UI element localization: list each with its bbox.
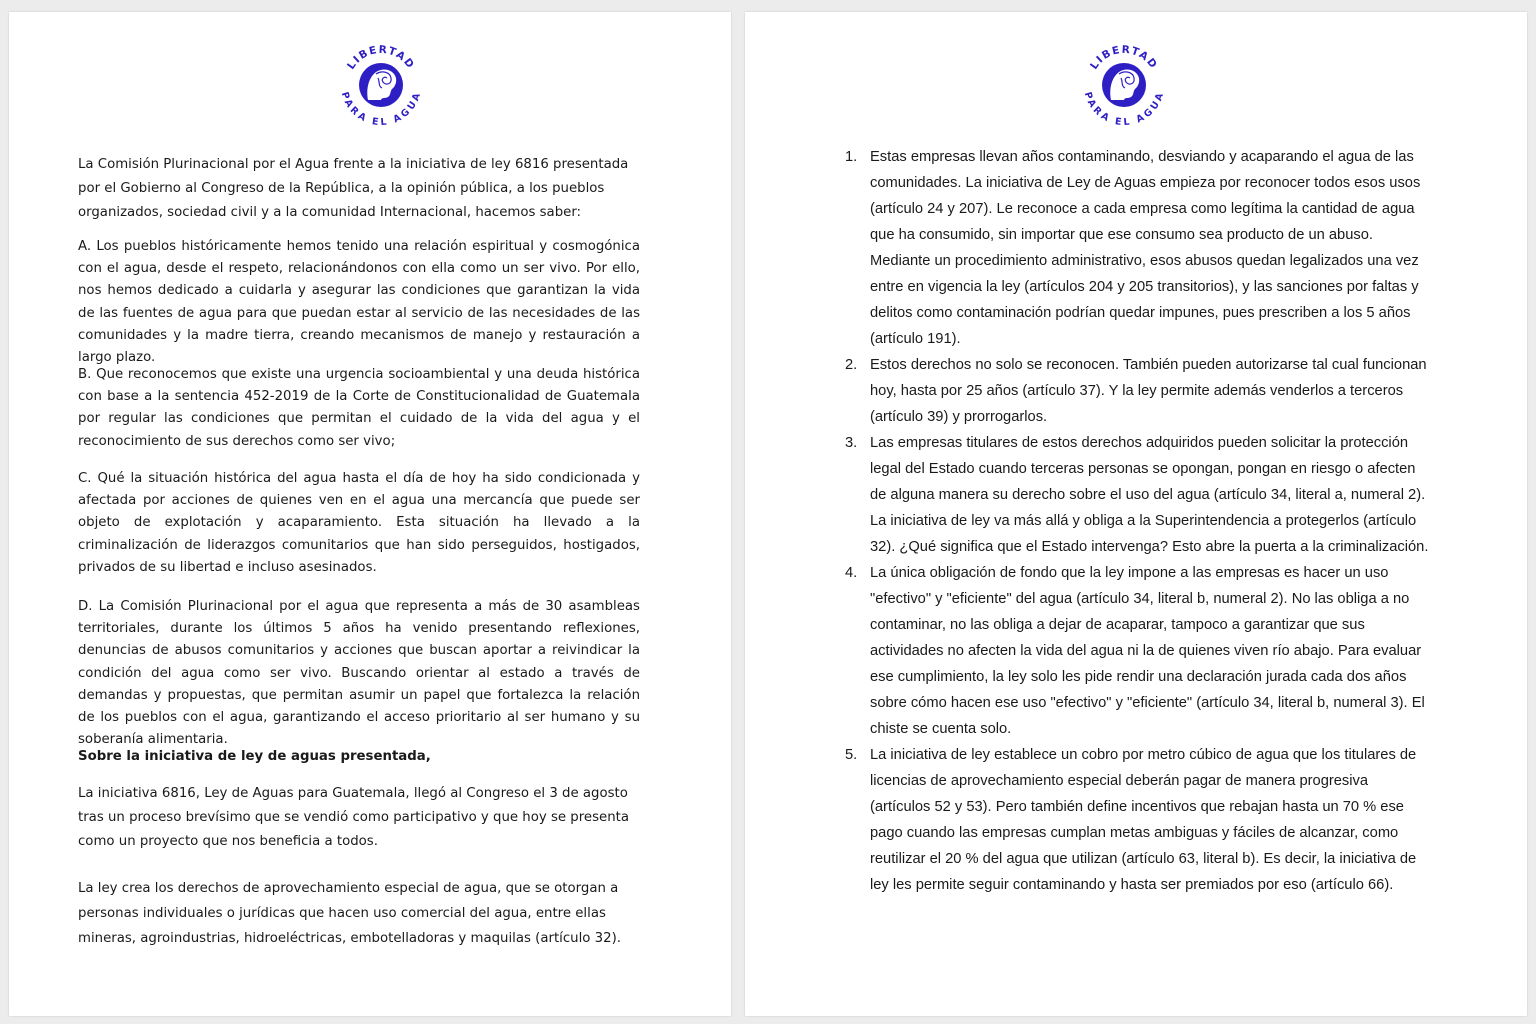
list-item-number: 1. <box>845 149 858 165</box>
svg-text:LIBERTAD: LIBERTAD <box>345 43 417 72</box>
list-item-text: Estos derechos no solo se reconocen. También pueden autorizarse tal cual funcionan hoy, hasta por 25 años (artículo 37). Y la ley permite además venderlos a terceros (artículo 39) y prorrogarlos. <box>870 357 1427 425</box>
paragraph-derechos-text: La ley crea los derechos de aprovechamiento especial de agua, que se otorgan a personas individuales o jurídicas que hacen uso comercial del agua, entre ellas mineras, agroindustrias, hidroeléctricas, embotelladoras y maquilas (artículo 32). <box>78 881 622 947</box>
document-page-left <box>9 12 731 1016</box>
paragraph-c-text: C. Qué la situación histórica del agua hasta el día de hoy ha sido condicionada y afectada por acciones de quienes ven en el agua una mercancía que puede ser objeto de explotación y acaparamiento. Esta situación ha llevado a la criminalización de liderazgos comunitarios que han sido perseguidos, hostigados, privados de su libertad e incluso asesinados. <box>78 471 640 575</box>
list-item-text: Estas empresas llevan años contaminando, desviando y acaparando el agua de las comunidades. La iniciativa de Ley de Aguas empieza por reconocer todos esos usos (artículo 24 y 207). Le reconoce a cada empresa como legítima la cantidad de agua que ha consumido, sin importar que ese consumo sea producto de un abuso. Mediante un procedimiento administrativo, esos abusos quedan legalizados una vez entre en vigencia la ley (artículos 204 y 205 transitorios), y las sanciones por faltas y delitos como contaminación podrían quedar impunes, pues prescriben a los 5 años (artículo 191). <box>870 149 1421 347</box>
libertad-para-el-agua-logo <box>1081 42 1167 128</box>
intro-text: La Comisión Plurinacional por el Agua frente a la iniciativa de ley 6816 presentada por el Gobierno al Congreso de la República, a la opinión pública, a los pueblos organizados, sociedad civil y a la comunidad Internacional, hacemos saber: <box>78 157 629 220</box>
paragraph-d-text: D. La Comisión Plurinacional por el agua que representa a más de 30 asambleas territoriales, durante los últimos 5 años ha venido presentando reflexiones, denuncias de abusos comunitarios y acciones que buscan aportar a reivindicar la condición del agua como ser vivo. Buscando orientar al estado a través de demandas y propuestas, que permitan asumir un papel que fortalezca la relación de los pueblos con el agua, garantizando el acceso prioritario al ser humano y su soberanía alimentaria. <box>78 599 640 748</box>
numbered-list <box>842 144 1432 898</box>
list-item-number: 4. <box>845 565 858 581</box>
list-item <box>842 742 1432 898</box>
section-heading <box>78 745 640 769</box>
paragraph-b <box>78 364 640 453</box>
paragraph-b-text: B. Que reconocemos que existe una urgencia socioambiental y una deuda histórica con base a la sentencia 452-2019 de la Corte de Constitucionalidad de Guatemala por regular las condiciones que permitan el cuidado de la vida del agua y el reconocimiento de sus derechos como ser vivo; <box>78 367 640 449</box>
document-page-right <box>745 12 1527 1016</box>
list-item <box>842 430 1432 560</box>
paragraph-a-text: A. Los pueblos históricamente hemos tenido una relación espiritual y cosmogónica con el agua, desde el respeto, relacionándonos con ella como un ser vivo. Por ello, nos hemos dedicado a cuidarla y asegurar las condiciones que garantizan la vida de las fuentes de agua para que puedan estar al servicio de las necesidades de las comunidades y la madre tierra, creando mecanismos de manejo y restauración a largo plazo. <box>78 239 640 366</box>
svg-text:LIBERTAD: LIBERTAD <box>1088 43 1160 72</box>
list-item <box>842 352 1432 430</box>
paragraph-derechos <box>78 876 640 952</box>
list-item-number: 5. <box>845 747 858 763</box>
list-item-text: Las empresas titulares de estos derechos adquiridos pueden solicitar la protección legal del Estado cuando terceras personas se opongan, pongan en riesgo o afecten de alguna manera su derecho sobre el uso del agua (artículo 34, literal a, numeral 2). La iniciativa de ley va más allá y obliga a la Superintendencia a protegerlos (artículo 32). ¿Qué significa que el Estado intervenga? Esto abre la puerta a la criminalización. <box>870 435 1429 555</box>
list-item-text: La única obligación de fondo que la ley impone a las empresas es hacer un uso "efectivo" y "eficiente" del agua (artículo 34, literal b, numeral 2). No las obliga a no contaminar, no las obliga a dejar de acaparar, tampoco a garantizar que sus actividades no afecten la vida del agua ni la de quienes viven río abajo. Para evaluar ese cumplimiento, la ley solo les pide rendir una declaración jurada cada dos años sobre cómo hacen ese uso "efectivo" y "eficiente" (artículo 34, literal b, numeral 3). El chiste se cuenta solo. <box>870 565 1425 737</box>
intro-paragraph <box>78 153 640 225</box>
svg-text:PARA EL AGUA: PARA EL AGUA <box>338 90 424 128</box>
list-item <box>842 144 1432 352</box>
paragraph-d <box>78 596 640 751</box>
libertad-para-el-agua-logo <box>338 42 424 128</box>
paragraph-a <box>78 236 640 369</box>
paragraph-iniciativa-text: La iniciativa 6816, Ley de Aguas para Guatemala, llegó al Congreso el 3 de agosto tras un proceso brevísimo que se vendió como participativo y que hoy se presenta como un proyecto que nos beneficia a todos. <box>78 786 629 849</box>
paragraph-c <box>78 468 640 579</box>
list-item-text: La iniciativa de ley establece un cobro por metro cúbico de agua que los titulares de licencias de aprovechamiento especial deberán pagar de manera progresiva (artículos 52 y 53). Pero también define incentivos que rebajan hasta un 70 % ese pago cuando las empresas cumplan metas ambiguas y fáciles de alcanzar, como reutilizar el 20 % del agua que utilizan (artículo 63, literal b). Es decir, la iniciativa de ley les permite seguir contaminando y hasta ser premiados por eso (artículo 66). <box>870 747 1417 893</box>
svg-text:PARA EL AGUA: PARA EL AGUA <box>1081 90 1167 128</box>
list-item <box>842 560 1432 742</box>
section-heading-text: Sobre la iniciativa de ley de aguas presentada, <box>78 749 431 764</box>
list-item-number: 3. <box>845 435 858 451</box>
paragraph-iniciativa <box>78 782 640 854</box>
list-item-number: 2. <box>845 357 858 373</box>
